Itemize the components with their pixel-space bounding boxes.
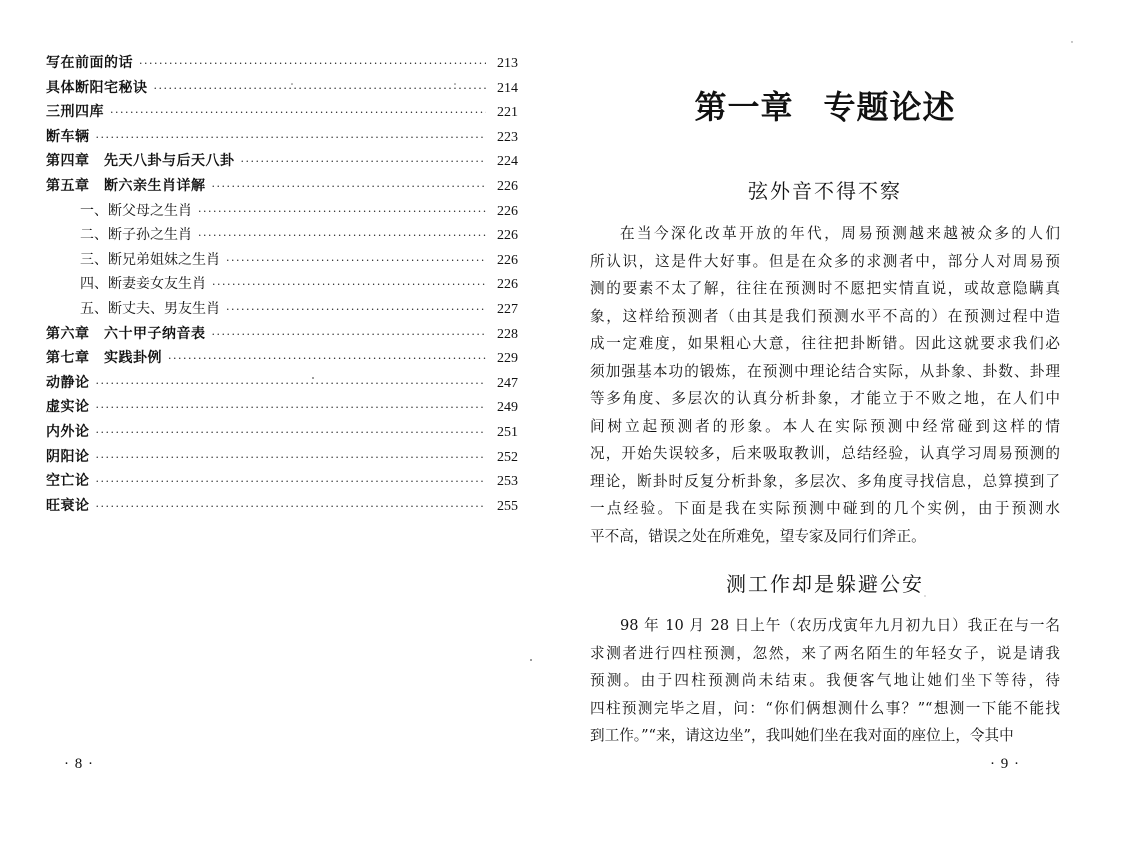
toc-entry-label: 阴阳论: [46, 448, 90, 465]
toc-entry-page: 213: [497, 56, 518, 71]
toc-entry-page: 229: [497, 351, 518, 367]
toc-leader-dots: [96, 372, 487, 397]
toc-leader-dots: [226, 249, 486, 274]
text-line: 须加强基本功的锻炼，在预测中理论结合实际，从卦象、卦数、卦理: [590, 362, 1060, 380]
toc-entry-label: 内外论: [46, 423, 90, 440]
chapter-name: 专题论述: [823, 88, 956, 126]
toc-entry-page: 224: [497, 154, 518, 170]
section-2-body: [590, 612, 1060, 750]
toc-entry-page: 247: [497, 375, 518, 391]
toc-entry-label: 写在前面的话: [46, 55, 133, 71]
toc-entry-label: 五、断丈夫、男友生肖: [80, 300, 220, 317]
toc-leader-dots: [226, 298, 486, 323]
text-line: 间树立起预测者的形象。本人在实际预测中经常碰到这样的情: [590, 417, 1060, 435]
section-1-body: [590, 220, 1060, 550]
toc-entry: [46, 76, 518, 101]
toc-entry-page: 255: [497, 498, 518, 514]
toc-entry-page: 226: [497, 277, 518, 293]
toc-entry-label: 空亡论: [46, 473, 90, 490]
toc-entry-page: 249: [497, 400, 518, 416]
toc-entry-label: 三、断兄弟姐妹之生肖: [80, 251, 220, 268]
toc-entry-label: 动静论: [46, 374, 90, 391]
right-page-number: · 9 ·: [990, 756, 1020, 772]
text-line: 一点经验。下面是我在实际预测中碰到的几个实例，由于预测水: [590, 500, 1060, 517]
toc-entry: [46, 223, 518, 248]
toc-entry: [46, 149, 518, 174]
toc-entry-page: 226: [497, 178, 518, 194]
toc-entry-label: 第五章 断六亲生肖详解: [46, 177, 206, 194]
toc-entry: [46, 371, 518, 396]
toc-entry-page: 226: [497, 252, 518, 268]
toc-entry-label: 一、断父母之生肖: [80, 202, 192, 219]
toc-entry: [46, 469, 518, 494]
toc-entry: [46, 51, 518, 76]
toc-entry-label: 具体断阳宅秘诀: [46, 79, 148, 96]
toc-leader-dots: [139, 52, 486, 77]
toc-leader-dots: [96, 421, 487, 446]
toc-entry: [46, 420, 518, 445]
toc-leader-dots: [212, 323, 487, 348]
toc-entry: [46, 125, 518, 150]
toc-leader-dots: [212, 175, 487, 200]
toc-entry: [46, 100, 518, 125]
toc-entry: [46, 272, 518, 297]
toc-entry: [46, 395, 518, 420]
toc-leader-dots: [168, 347, 486, 372]
toc-entry-label: 第六章 六十甲子纳音表: [46, 325, 206, 342]
chapter-title: [590, 82, 1060, 128]
text-line: 四柱预测完毕之眉，问：“你们俩想测什么事？”“想测一下能不能找: [590, 699, 1060, 717]
text-line: 成一定难度，如果粗心大意，往往把卦断错。因此这就要求我们必: [590, 335, 1060, 352]
toc-entry: [46, 248, 518, 273]
text-line: 理论，断卦时反复分析卦象，多层次、多角度寻找信息，总算摸到了: [590, 472, 1060, 490]
text-line: 象，这样给预测者（由其是我们预测水平不高的）在预测过程中造: [590, 307, 1060, 325]
text-line: 98 年 10 月 28 日上午（农历戊寅年九月初九日）我正在与一名: [620, 617, 1060, 634]
toc-entry: [46, 199, 518, 224]
toc-entry-label: 二、断子孙之生肖: [80, 227, 192, 244]
toc-entry-page: 251: [497, 424, 518, 440]
toc-entry-label: 四、断妻妾女友生肖: [80, 276, 206, 293]
chapter-number: 第一章: [694, 88, 794, 126]
toc-leader-dots: [154, 77, 487, 102]
text-line: 等多角度、多层次的认真分析卦象，才能立于不败之地，在人们中: [590, 390, 1060, 407]
toc-entry: [46, 322, 518, 347]
toc-leader-dots: [198, 200, 486, 225]
toc-leader-dots: [241, 150, 487, 175]
toc-entry-page: 226: [497, 203, 518, 219]
toc-entry-page: 228: [497, 326, 518, 342]
text-line: 预测。由于四柱预测尚未结束。我便客气地让她们坐下等待，待: [590, 672, 1060, 689]
toc-leader-dots: [96, 396, 487, 421]
toc-leader-dots: [96, 446, 487, 471]
toc-entry-page: 252: [497, 449, 518, 465]
text-line: 平不高，错误之处在所难免，望专家及同行们斧正。: [590, 527, 926, 545]
toc-entry-page: 223: [497, 129, 518, 145]
toc-leader-dots: [96, 126, 487, 151]
toc-entry-page: 226: [497, 228, 518, 244]
toc-leader-dots: [96, 495, 487, 520]
toc-leader-dots: [96, 470, 487, 495]
toc-entry: [46, 297, 518, 322]
text-line: 在当今深化改革开放的年代，周易预测越来越被众多的人们: [620, 225, 1060, 242]
toc-entry-page: 221: [497, 105, 518, 121]
toc-entry-label: 旺衰论: [46, 497, 90, 514]
table-of-contents: [46, 51, 518, 518]
toc-entry: [46, 445, 518, 470]
toc-entry-label: 虚实论: [46, 399, 90, 416]
toc-entry-page: 227: [497, 301, 518, 317]
toc-entry: [46, 494, 518, 519]
left-page-number: · 8 ·: [64, 756, 94, 772]
toc-entry-label: 第七章 实践卦例: [46, 350, 162, 367]
toc-leader-dots: [198, 224, 486, 249]
section-title-1: 弦外音不得不察: [748, 179, 902, 203]
toc-entry: [46, 346, 518, 371]
toc-entry: [46, 174, 518, 199]
toc-leader-dots: [110, 101, 486, 126]
text-line: 测的要素不太了解，往往在预测时不愿把实情直说，或故意隐瞒真: [590, 280, 1060, 297]
toc-entry-label: 三刑四库: [46, 104, 104, 121]
text-line: 求测者进行四柱预测，忽然，来了两名陌生的年轻女子，说是请我: [590, 644, 1060, 662]
toc-entry-page: 253: [497, 474, 518, 490]
toc-entry-label: 第四章 先天八卦与后天八卦: [46, 153, 235, 170]
section-title-2: 测工作却是躲避公安: [726, 572, 924, 596]
text-line: 况，开始失误较多，后来吸取教训，总结经验，认真学习周易预测的: [590, 445, 1060, 462]
text-line: 所认识，这是件大好事。但是在众多的求测者中，部分人对周易预: [590, 252, 1060, 270]
text-line: 到工作。”“来，请这边坐”，我叫她们坐在我对面的座位上，令其中: [590, 727, 1014, 744]
toc-entry-page: 214: [497, 80, 518, 96]
toc-entry-label: 断车辆: [46, 128, 90, 145]
toc-leader-dots: [212, 273, 486, 298]
